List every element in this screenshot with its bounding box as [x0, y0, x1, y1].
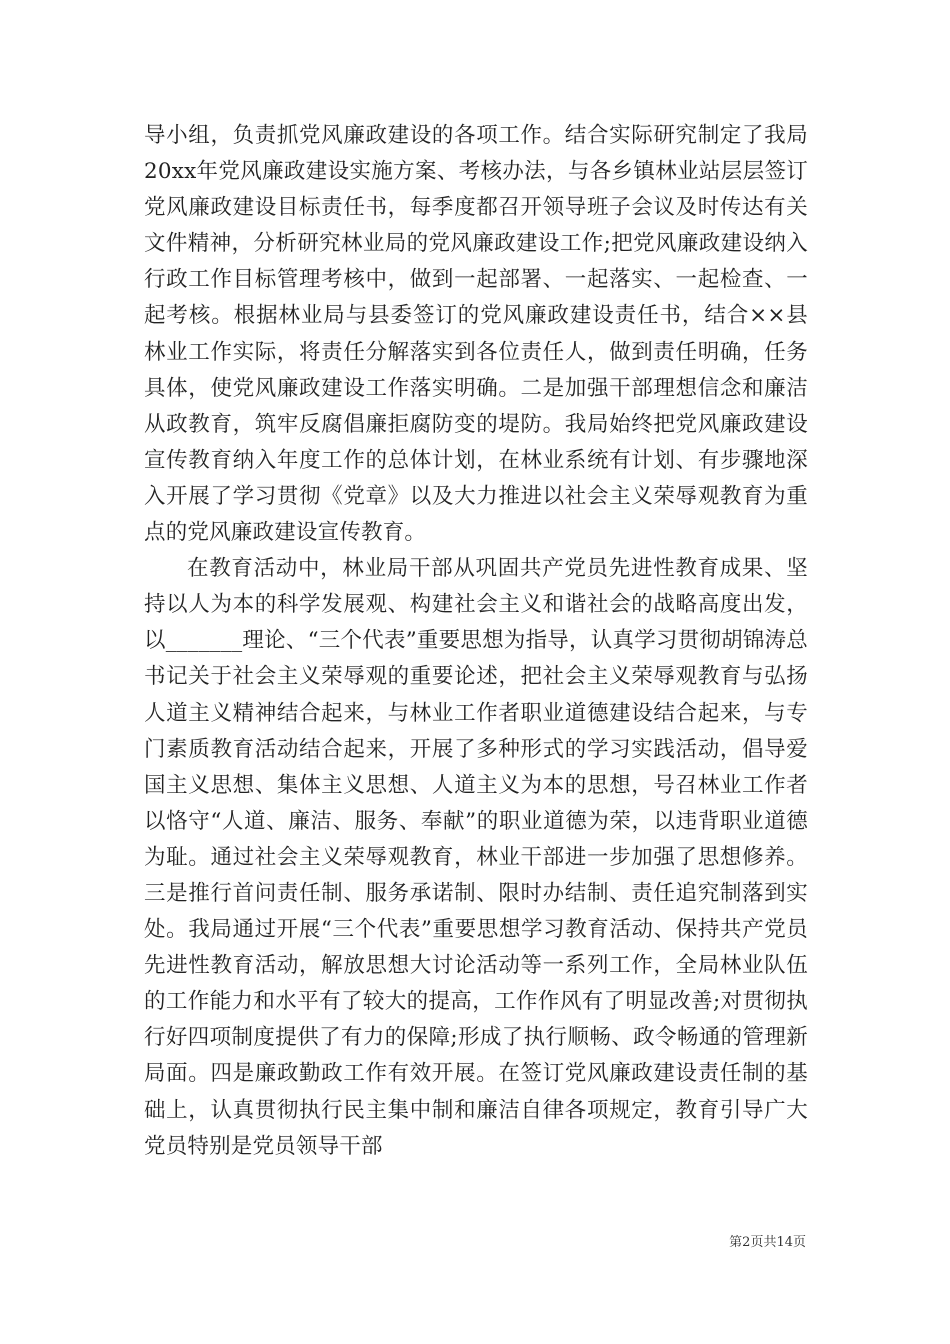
document-body [144, 118, 808, 1165]
page-number: 第2页共14页 [729, 1235, 806, 1250]
body-paragraph-2: 在教育活动中，林业局干部从巩固共产党员先进性教育成果、坚持以人为本的科学发展观、构建社会主义和谐社会的战略高度出发，以_______理论、“三个代表”重要思想为指导，认真学习贯彻胡锦涛总书记关于社会主义荣辱观的重要论述，把社会主义荣辱观教育与弘扬人道主义精神结合起来，与林业工作者职业道德建设结合起来，与专门素质教育活动结合起来，开展了多种形式的学习实践活动，倡导爱国主义思想、集体主义思想、人道主义为本的思想，号召林业工作者以恪守“人道、廉洁、服务、奉献”的职业道德为荣，以违背职业道德为耻。通过社会主义荣辱观教育，林业干部进一步加强了思想修养。三是推行首问责任制、服务承诺制、限时办结制、责任追究制落到实处。我局通过开展“三个代表”重要思想学习教育活动、保持共产党员先进性教育活动，解放思想大讨论活动等一系列工作，全局林业队伍的工作能力和水平有了较大的提高，工作作风有了明显改善;对贯彻执行好四项制度提供了有力的保障;形成了执行顺畅、政令畅通的管理新局面。四是廉政勤政工作有效开展。在签订党风廉政建设责任制的基础上，认真贯彻执行民主集中制和廉洁自律各项规定，教育引导广大党员特别是党员领导干部 [144, 556, 808, 1159]
body-paragraph-1: 导小组，负责抓党风廉政建设的各项工作。结合实际研究制定了我局20xx年党风廉政建设实施方案、考核办法，与各乡镇林业站层层签订党风廉政建设目标责任书，每季度都召开领导班子会议及时传达有关文件精神，分析研究林业局的党风廉政建设工作;把党风廉政建设纳入行政工作目标管理考核中，做到一起部署、一起落实、一起检查、一起考核。根据林业局与县委签订的党风廉政建设责任书，结合××县林业工作实际，将责任分解落实到各位责任人，做到责任明确，任务具体，使党风廉政建设工作落实明确。二是加强干部理想信念和廉洁从政教育，筑牢反腐倡廉拒腐防变的堤防。我局始终把党风廉政建设宣传教育纳入年度工作的总体计划，在林业系统有计划、有步骤地深入开展了学习贯彻《党章》以及大力推进以社会主义荣辱观教育为重点的党风廉政建设宣传教育。 [144, 123, 808, 546]
